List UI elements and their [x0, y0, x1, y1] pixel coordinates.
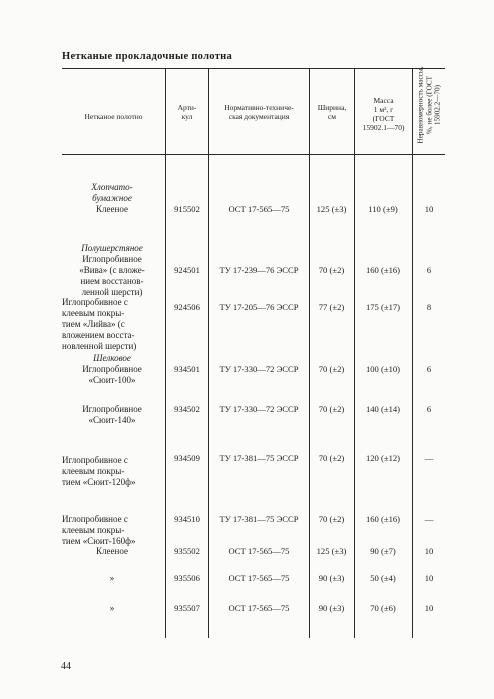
- row-shrink: 10: [424, 573, 434, 583]
- row-doc: ОСТ 17-565—75: [228, 204, 290, 214]
- row-doc: ТУ 17-381—75 ЭССР: [219, 453, 299, 463]
- row-doc: ОСТ 17-565—75: [228, 546, 290, 556]
- row-width: 70 (±2): [318, 453, 345, 463]
- row-mass: 175 (±17): [365, 302, 401, 312]
- row-doc: ТУ 17-330—72 ЭССР: [219, 364, 299, 374]
- header-width: Ширина, см: [317, 103, 347, 121]
- row-name: »: [109, 603, 115, 613]
- row-mass: 140 (±14): [365, 404, 401, 414]
- row-name: Иглопробивное «Сюит-140»: [82, 404, 142, 425]
- row-name: Иглопробивное «Сюит-100»: [82, 364, 142, 385]
- row-shrink: 6: [426, 404, 432, 414]
- row-mass: 90 (±7): [370, 546, 396, 556]
- row-width: 125 (±3): [316, 204, 347, 214]
- header-shrink: Неравномерность массы, %, не более (ГОСТ 15902.2—70): [416, 66, 442, 144]
- page-number: 44: [61, 661, 71, 672]
- row-shrink: 10: [424, 603, 434, 613]
- section-heading: Шелковое: [93, 353, 131, 363]
- row-mass: 70 (±6): [370, 603, 396, 613]
- header-mass: Масса 1 м², г (ГОСТ 15902.1—70): [362, 96, 405, 132]
- section-heading: Хлопчато- бумажное: [91, 182, 133, 203]
- row-article: 915502: [174, 204, 200, 214]
- row-article: 934502: [174, 404, 200, 414]
- row-shrink: 10: [424, 546, 434, 556]
- row-width: 90 (±3): [318, 573, 345, 583]
- row-mass: 50 (±4): [370, 573, 396, 583]
- row-width: 70 (±2): [318, 364, 345, 374]
- row-name: Иглопробивное с клеевым покры- тием «Сюит-120ф»: [62, 455, 136, 487]
- row-doc: ТУ 17-381—75 ЭССР: [219, 514, 299, 524]
- section-heading: Полушерстяное: [81, 243, 143, 253]
- row-doc: ОСТ 17-565—75: [228, 573, 290, 583]
- row-width: 70 (±2): [318, 404, 345, 414]
- row-mass: 100 (±10): [365, 364, 401, 374]
- header-bottom-rule: [62, 154, 445, 155]
- row-width: 77 (±2): [318, 302, 345, 312]
- row-name: Клееное: [96, 204, 128, 214]
- row-article: 924506: [174, 302, 200, 312]
- row-doc: ТУ 17-239—76 ЭССР: [219, 265, 299, 275]
- row-doc: ТУ 17-330—72 ЭССР: [219, 404, 299, 414]
- row-mass: 120 (±12): [365, 453, 401, 463]
- row-mass: 110 (±9): [368, 204, 398, 214]
- row-name: »: [109, 573, 115, 583]
- page-title: Нетканые прокладочные полотна: [62, 51, 233, 62]
- row-width: 90 (±3): [318, 603, 345, 613]
- header-doc: Нормативно-техниче- ская документация: [224, 103, 294, 121]
- row-article: 934510: [174, 514, 200, 524]
- row-article: 924501: [174, 265, 200, 275]
- table-top-rule: [62, 68, 445, 69]
- row-article: 934501: [174, 364, 200, 374]
- row-article: 934509: [174, 453, 200, 463]
- row-doc: ТУ 17-205—76 ЭССР: [219, 302, 299, 312]
- row-shrink: 6: [426, 265, 432, 275]
- row-shrink: 8: [426, 302, 432, 312]
- row-mass: 160 (±16): [365, 265, 401, 275]
- row-name: Иглопробивное с клеевым покры- тием «Лийва» (с вложением восста- новленной шерсти): [62, 297, 137, 351]
- row-width: 70 (±2): [318, 514, 345, 524]
- row-article: 935502: [174, 546, 200, 556]
- row-shrink: 6: [426, 364, 432, 374]
- row-width: 70 (±2): [318, 265, 345, 275]
- row-name: Иглопробивное «Вива» (с вложе- нием восстанов- ленной шерсти): [79, 254, 145, 297]
- row-shrink: —: [424, 453, 434, 463]
- header-article: Арти- кул: [177, 103, 197, 121]
- row-article: 935507: [174, 603, 200, 613]
- row-mass: 160 (±16): [365, 514, 401, 524]
- row-width: 125 (±3): [316, 546, 347, 556]
- row-article: 935506: [174, 573, 200, 583]
- row-name: Клееное: [96, 546, 128, 556]
- row-doc: ОСТ 17-565—75: [228, 603, 290, 613]
- row-name: Иглопробивное с клеевым покры- тием «Сюит-160ф»: [62, 514, 136, 546]
- row-shrink: —: [424, 514, 434, 524]
- header-name: Нетканое полотно: [84, 112, 143, 121]
- row-shrink: 10: [424, 204, 434, 214]
